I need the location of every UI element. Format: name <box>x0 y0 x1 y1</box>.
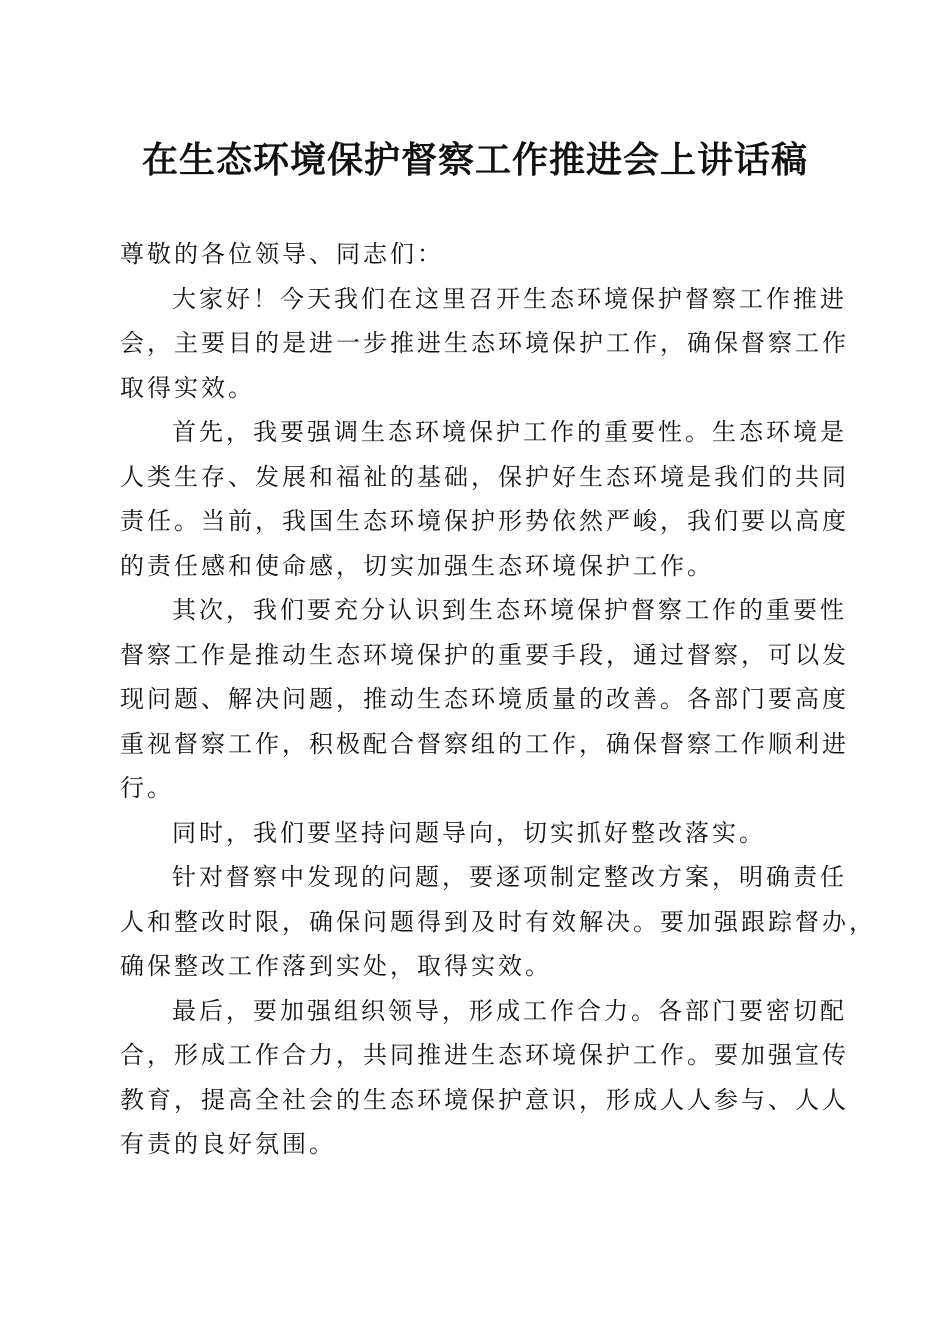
paragraph-line: 督察工作是推动生态环境保护的重要手段，通过督察，可以发 <box>120 640 849 669</box>
paragraph-line: 其次，我们要充分认识到生态环境保护督察工作的重要性 <box>172 596 847 624</box>
paragraph-line: 合，形成工作合力，共同推进生态环境保护工作。要加强宣传 <box>120 1041 849 1069</box>
paragraph-line: 行。 <box>120 774 174 802</box>
paragraph-line: 确保整改工作落到实处，取得实效。 <box>120 952 552 980</box>
document-body <box>120 232 876 1167</box>
paragraph-4 <box>120 811 832 856</box>
paragraph-2 <box>120 410 849 588</box>
paragraph-line: 取得实效。 <box>120 373 255 402</box>
paragraph-line: 人类生存、发展和福祉的基础，保护好生态环境是我们的共同 <box>120 462 849 491</box>
salutation: 尊敬的各位领导、同志们： <box>120 240 444 268</box>
paragraph-line: 教育，提高全社会的生态环境保护意识，形成人人参与、人人 <box>120 1085 849 1114</box>
paragraph-6 <box>120 989 849 1167</box>
paragraph-line: 大家好！今天我们在这里召开生态环境保护督察工作推进 <box>172 284 847 313</box>
paragraph-5 <box>120 855 876 989</box>
paragraph-line: 的责任感和使命感，切实加强生态环境保护工作。 <box>120 551 714 580</box>
paragraph-line: 首先，我要强调生态环境保护工作的重要性。生态环境是 <box>172 418 847 446</box>
paragraph-line: 同时，我们要坚持问题导向，切实抓好整改落实。 <box>172 818 766 847</box>
paragraph-3 <box>120 588 849 811</box>
paragraph-line: 现问题、解决问题，推动生态环境质量的改善。各部门要高度 <box>120 685 849 713</box>
paragraph-line: 针对督察中发现的问题，要逐项制定整改方案，明确责任 <box>172 863 847 891</box>
paragraph-line: 重视督察工作，积极配合督察组的工作，确保督察工作顺利进 <box>120 729 849 758</box>
paragraph-line: 有责的良好氛围。 <box>120 1130 336 1158</box>
paragraph-line: 最后，要加强组织领导，形成工作合力。各部门要密切配 <box>172 996 847 1025</box>
paragraph-line: 责任。当前，我国生态环境保护形势依然严峻，我们要以高度 <box>120 507 849 535</box>
document-title: 在生态环境保护督察工作推进会上讲话稿 <box>141 139 808 181</box>
paragraph-line: 会，主要目的是进一步推进生态环境保护工作，确保督察工作 <box>120 329 849 357</box>
paragraph-1 <box>120 277 849 411</box>
paragraph-line: 人和整改时限，确保问题得到及时有效解决。要加强跟踪督办， <box>120 907 876 936</box>
